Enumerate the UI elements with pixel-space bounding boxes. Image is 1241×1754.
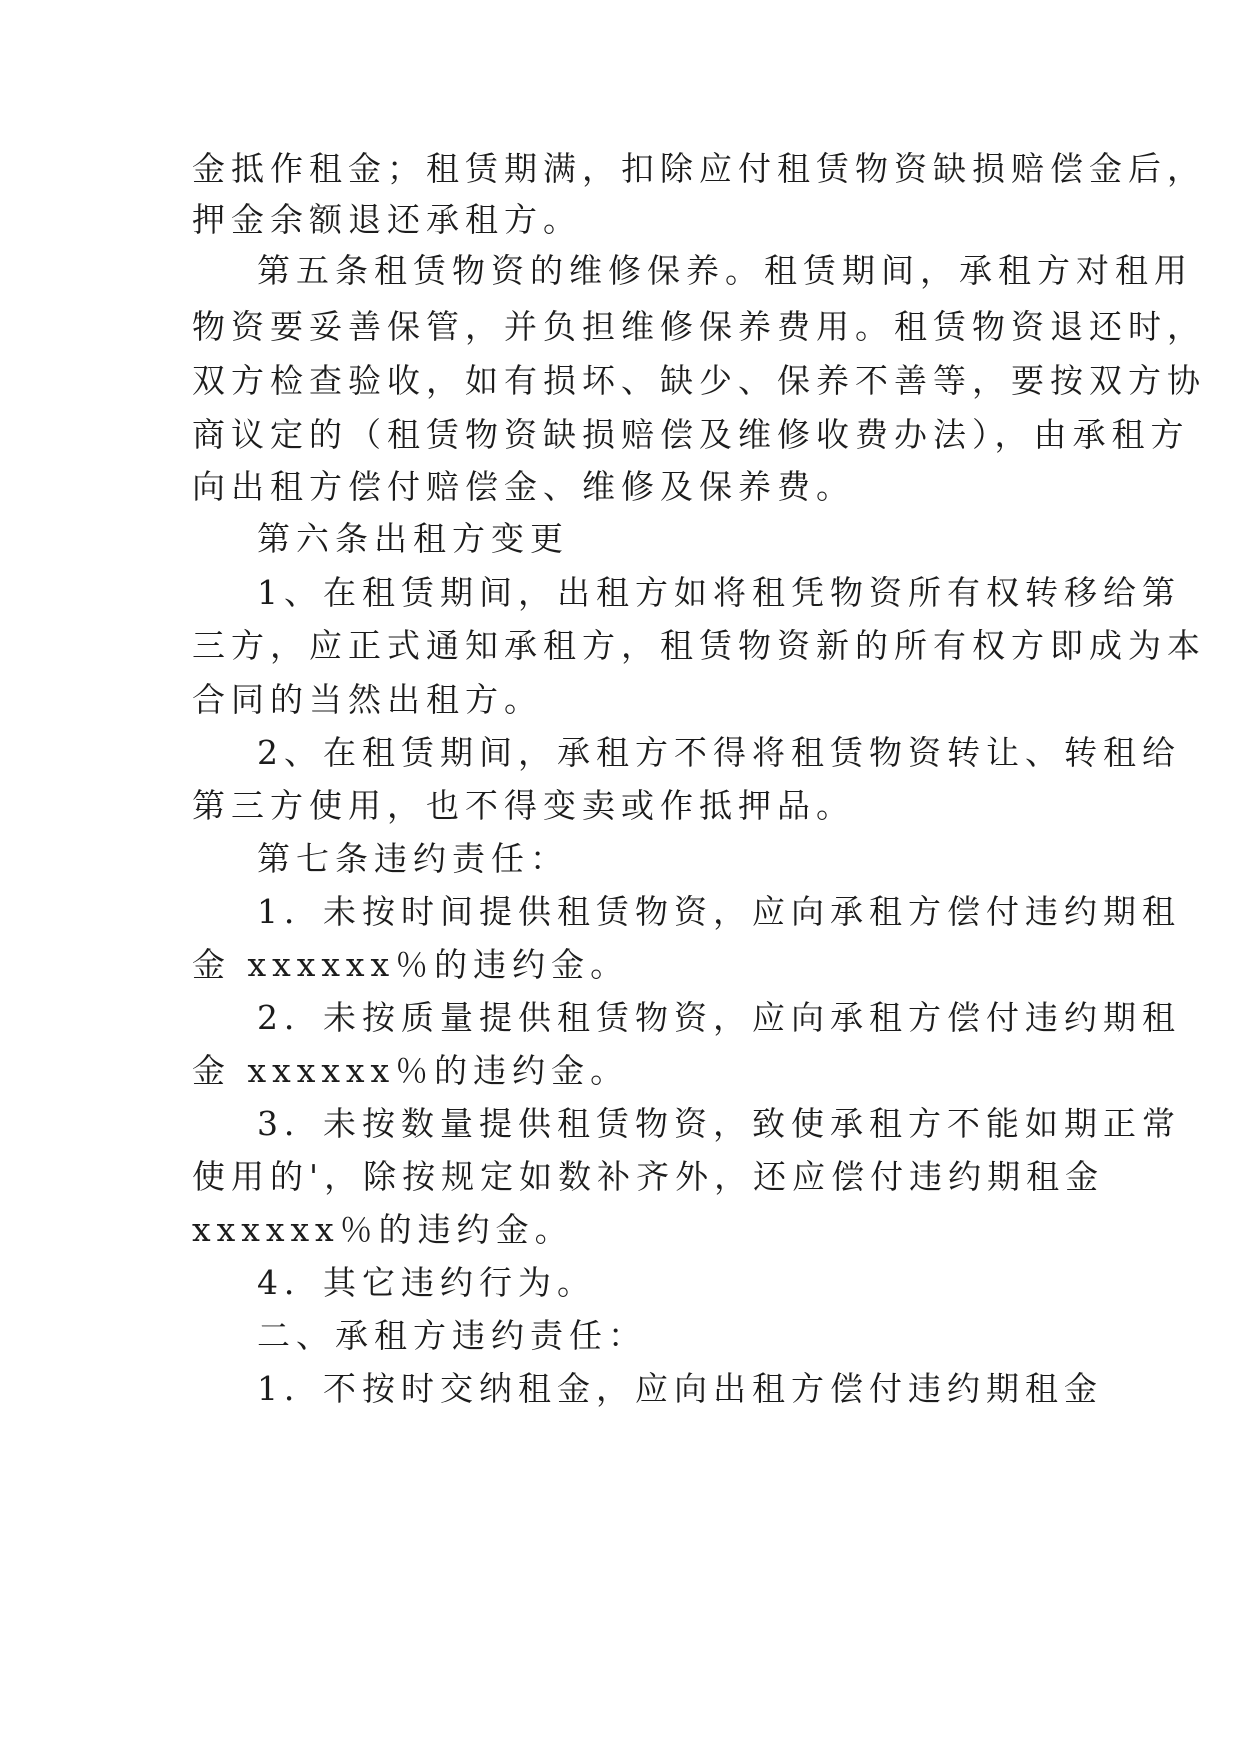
text-line: 金 xxxxxx％的违约金。 — [192, 1051, 630, 1090]
text-line: 合同的当然出租方。 — [192, 680, 543, 719]
text-line: 金抵作租金；租赁期满，扣除应付租赁物资缺损赔偿金后， — [192, 149, 1206, 188]
text-line: 第三方使用，也不得变卖或作抵押品。 — [192, 786, 855, 825]
clause-line: 1、在租赁期间，出租方如将租凭物资所有权转移给第 — [257, 573, 1181, 612]
text-line: 押金余额退还承租方。 — [192, 200, 582, 239]
text-line: 物资要妥善保管，并负担维修保养费用。租赁物资退还时， — [192, 307, 1206, 346]
text-line: 金 xxxxxx％的违约金。 — [192, 945, 630, 984]
clause-line: 3．未按数量提供租赁物资，致使承租方不能如期正常 — [257, 1104, 1181, 1143]
section-heading: 二、承租方违约责任： — [257, 1316, 647, 1355]
clause-line: 2、在租赁期间，承租方不得将租赁物资转让、转租给 — [257, 733, 1181, 772]
text-line: 双方检查验收，如有损坏、缺少、保养不善等，要按双方协 — [192, 361, 1206, 400]
article-heading: 第七条违约责任： — [257, 839, 569, 878]
text-line: 使用的'，除按规定如数补齐外，还应偿付违约期租金 — [192, 1157, 1105, 1196]
text-line: 三方，应正式通知承租方，租赁物资新的所有权方即成为本 — [192, 626, 1206, 665]
clause-line: 2．未按质量提供租赁物资，应向承租方偿付违约期租 — [257, 998, 1181, 1037]
clause-line: 1．未按时间提供租赁物资，应向承租方偿付违约期租 — [257, 892, 1181, 931]
article-heading: 第六条出租方变更 — [257, 519, 569, 558]
article-heading: 第五条租赁物资的维修保养。租赁期间，承租方对租用 — [257, 251, 1193, 290]
text-line: 向出租方偿付赔偿金、维修及保养费。 — [192, 467, 855, 506]
text-line: xxxxxx％的违约金。 — [192, 1210, 574, 1249]
clause-line: 4．其它违约行为。 — [257, 1263, 596, 1302]
clause-line: 1．不按时交纳租金，应向出租方偿付违约期租金 — [257, 1369, 1103, 1408]
text-line: 商议定的（租赁物资缺损赔偿及维修收费办法），由承租方 — [192, 415, 1190, 454]
